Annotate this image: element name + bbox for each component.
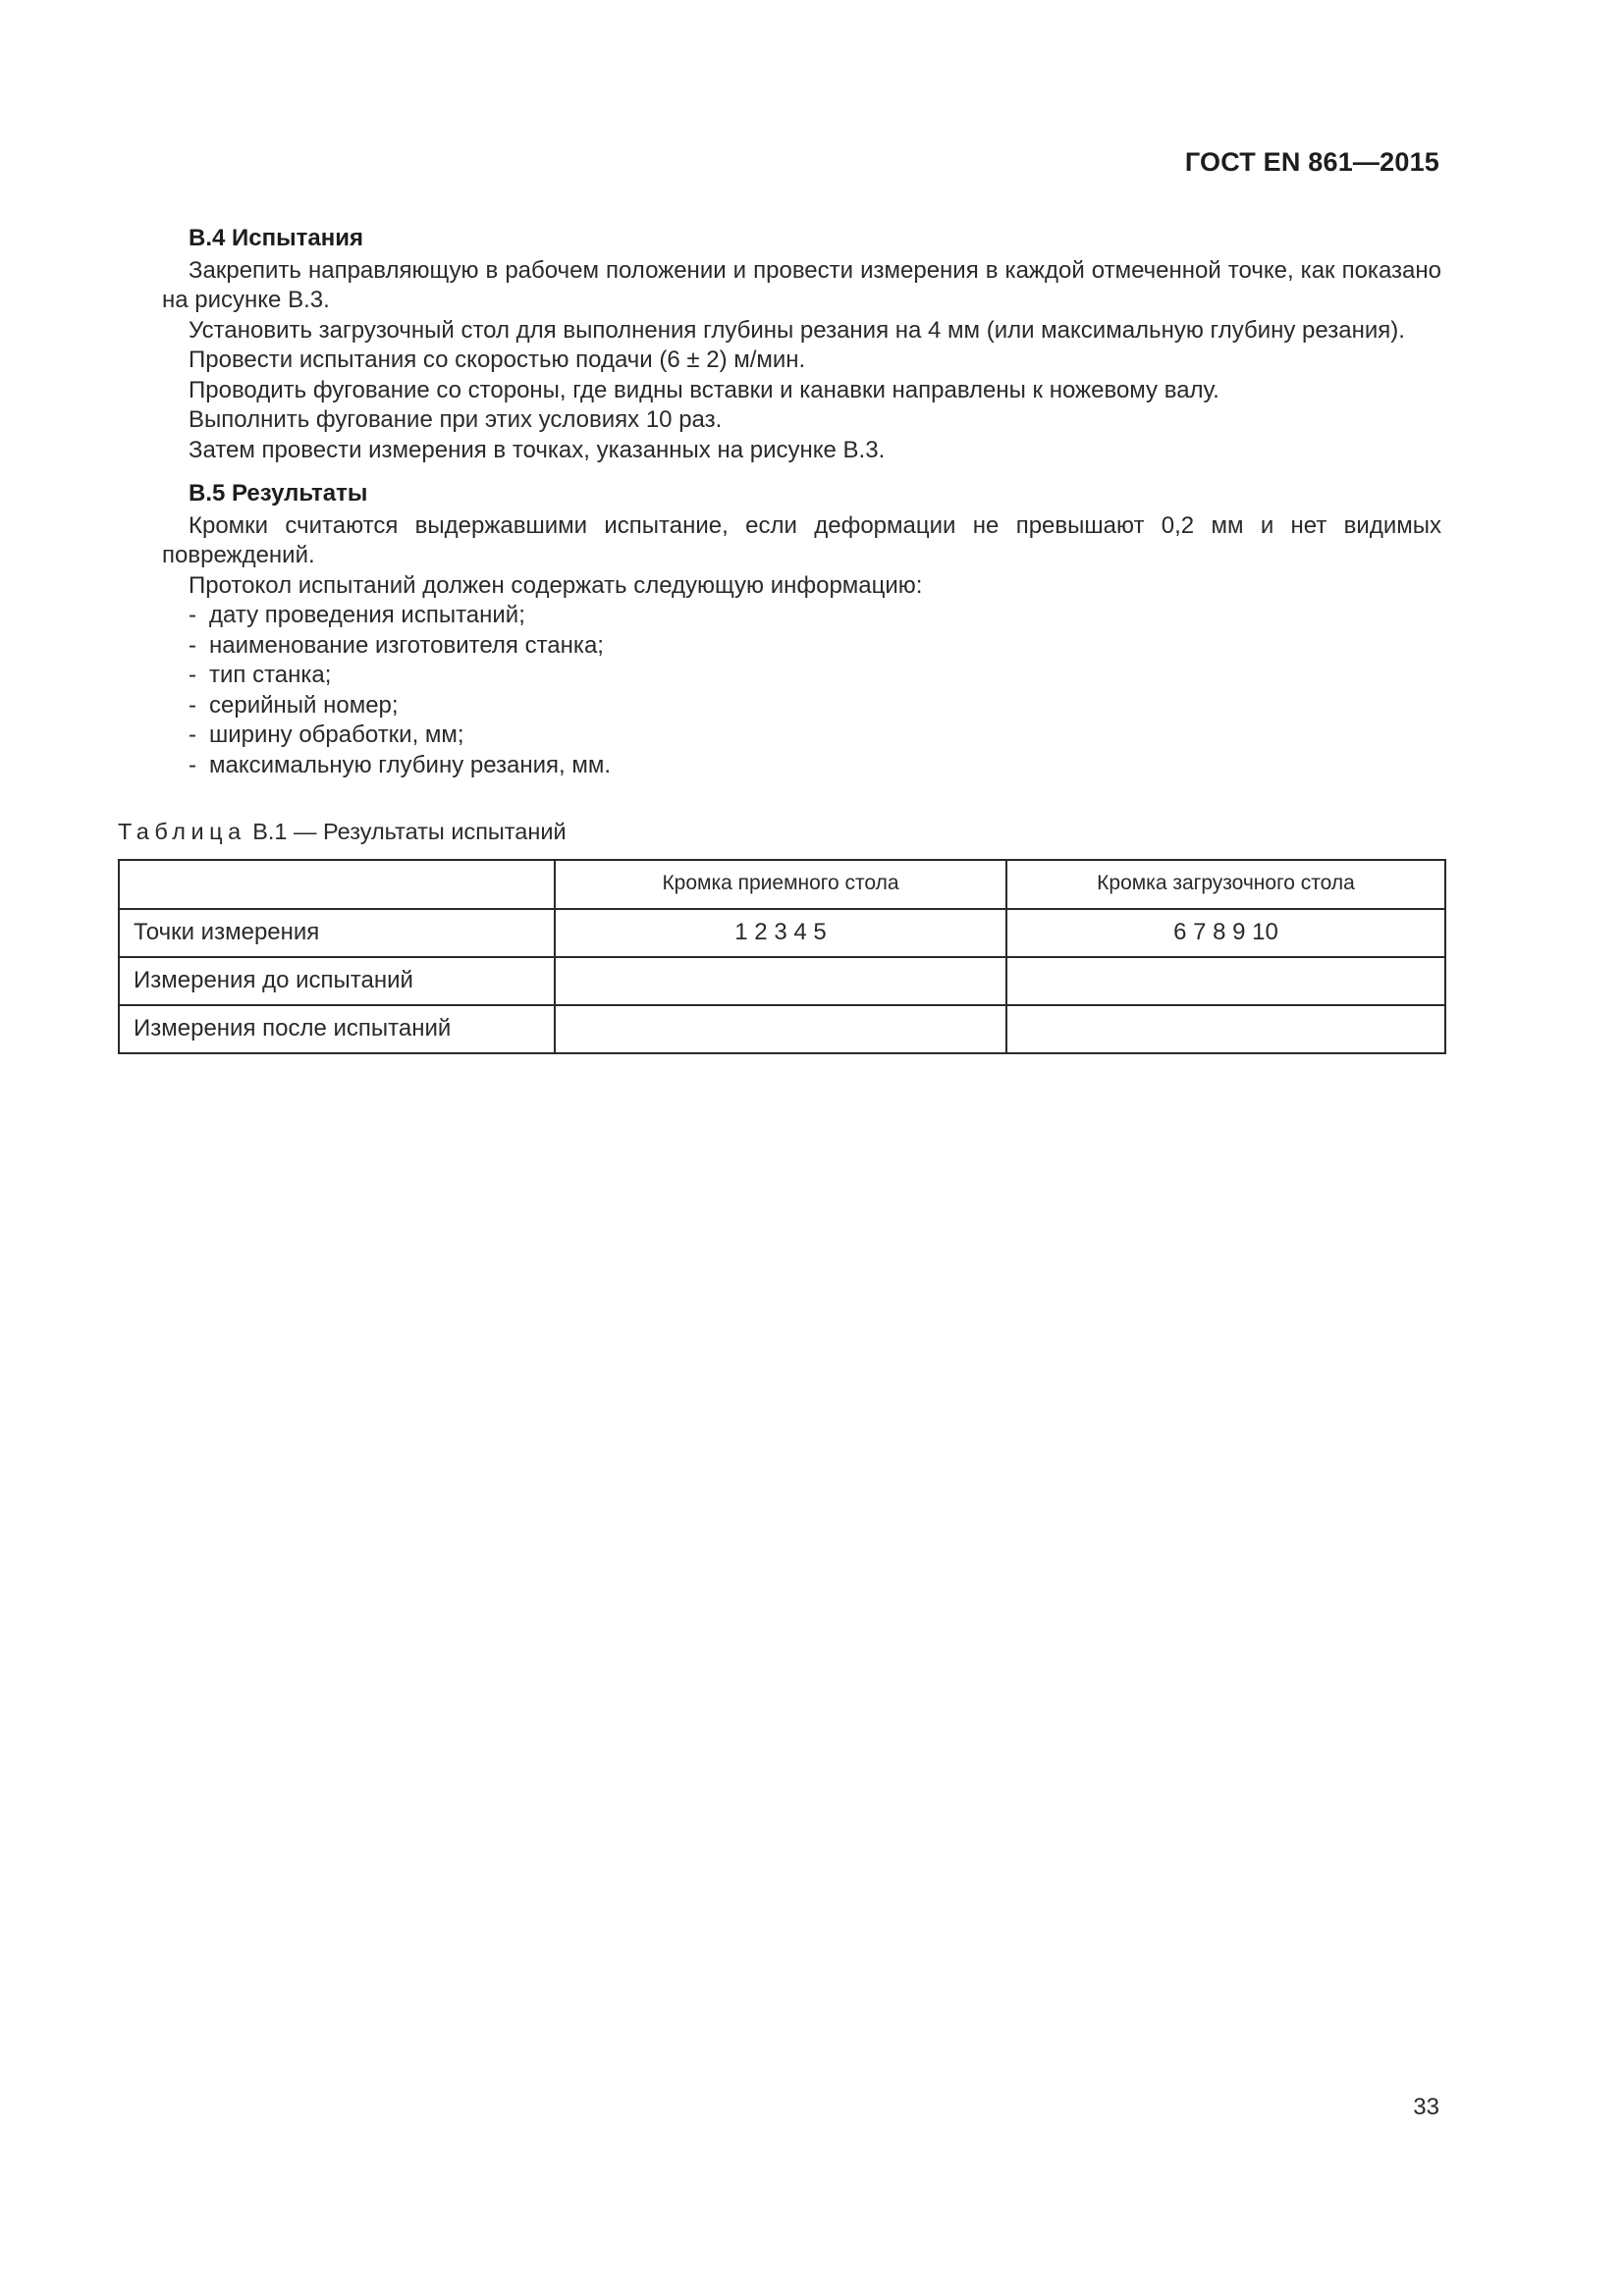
table-cell: Измерения до испытаний <box>119 957 555 1005</box>
main-content <box>118 224 1441 1054</box>
table-header-row <box>119 860 1445 909</box>
list-dash: - <box>189 662 196 688</box>
list-item <box>189 751 1441 781</box>
list-dash: - <box>189 751 196 778</box>
list-dash: - <box>189 721 196 748</box>
list-dash: - <box>189 691 196 719</box>
paragraph: Выполнить фугование при этих условиях 10 раз. <box>189 406 723 433</box>
list-item-text: серийный номер; <box>209 691 399 719</box>
list-item <box>189 601 1441 631</box>
document-code: ГОСТ EN 861—2015 <box>1184 147 1439 177</box>
paragraph: Протокол испытаний должен содержать следующую информацию: <box>189 571 923 599</box>
table-row <box>119 957 1445 1005</box>
paragraph: Провести испытания со скоростью подачи (6 ± 2) м/мин. <box>189 347 806 373</box>
table-caption-text: В.1 — Результаты испытаний <box>252 819 567 844</box>
paragraph: Закрепить направляющую в рабочем положении и провести измерения в каждой отмеченной точке, как показано на рисунке В.3. <box>162 256 1441 313</box>
table-cell: 1 2 3 4 5 <box>555 909 1006 957</box>
table-cell <box>555 1005 1006 1053</box>
list-item-text: дату проведения испытаний; <box>209 602 525 628</box>
table-cell: Измерения после испытаний <box>119 1005 555 1053</box>
table-cell: Точки измерения <box>119 909 555 957</box>
table-header-cell: Кромка приемного стола <box>555 860 1006 909</box>
table-row <box>119 909 1445 957</box>
paragraph: Кромки считаются выдержавшими испытание, если деформации не превышают 0,2 мм и нет видимых повреждений. <box>162 511 1441 568</box>
list-item-text: максимальную глубину резания, мм. <box>209 751 612 778</box>
list-item-text: наименование изготовителя станка; <box>209 631 604 659</box>
report-contents-list <box>162 601 1441 780</box>
paragraph: Проводить фугование со стороны, где видны вставки и канавки направлены к ножевому валу. <box>189 376 1219 403</box>
list-item <box>189 691 1441 721</box>
table-caption-label: Таблица <box>118 819 246 844</box>
paragraph: Затем провести измерения в точках, указанных на рисунке В.3. <box>189 436 886 463</box>
table-cell <box>1006 957 1445 1005</box>
list-item-text: ширину обработки, мм; <box>209 721 464 748</box>
section-heading-b4: B.4 Испытания <box>189 225 363 251</box>
table-cell <box>1006 1005 1445 1053</box>
section-heading-b5: В.5 Результаты <box>189 480 368 507</box>
results-table <box>118 859 1446 1054</box>
table-cell: 6 7 8 9 10 <box>1006 909 1445 957</box>
page-number: 33 <box>1413 2094 1439 2120</box>
list-dash: - <box>189 631 196 659</box>
table-row <box>119 1005 1445 1053</box>
list-item <box>189 721 1441 751</box>
table-header-cell: Кромка загрузочного стола <box>1006 860 1445 909</box>
table-header-cell <box>119 860 555 909</box>
list-item-text: тип станка; <box>209 662 332 688</box>
list-item <box>189 661 1441 691</box>
table-cell <box>555 957 1006 1005</box>
table-caption <box>118 817 1441 847</box>
paragraph: Установить загрузочный стол для выполнения глубины резания на 4 мм (или максимальную глубину резания). <box>189 316 1405 344</box>
list-dash: - <box>189 602 196 628</box>
list-item <box>189 631 1441 662</box>
